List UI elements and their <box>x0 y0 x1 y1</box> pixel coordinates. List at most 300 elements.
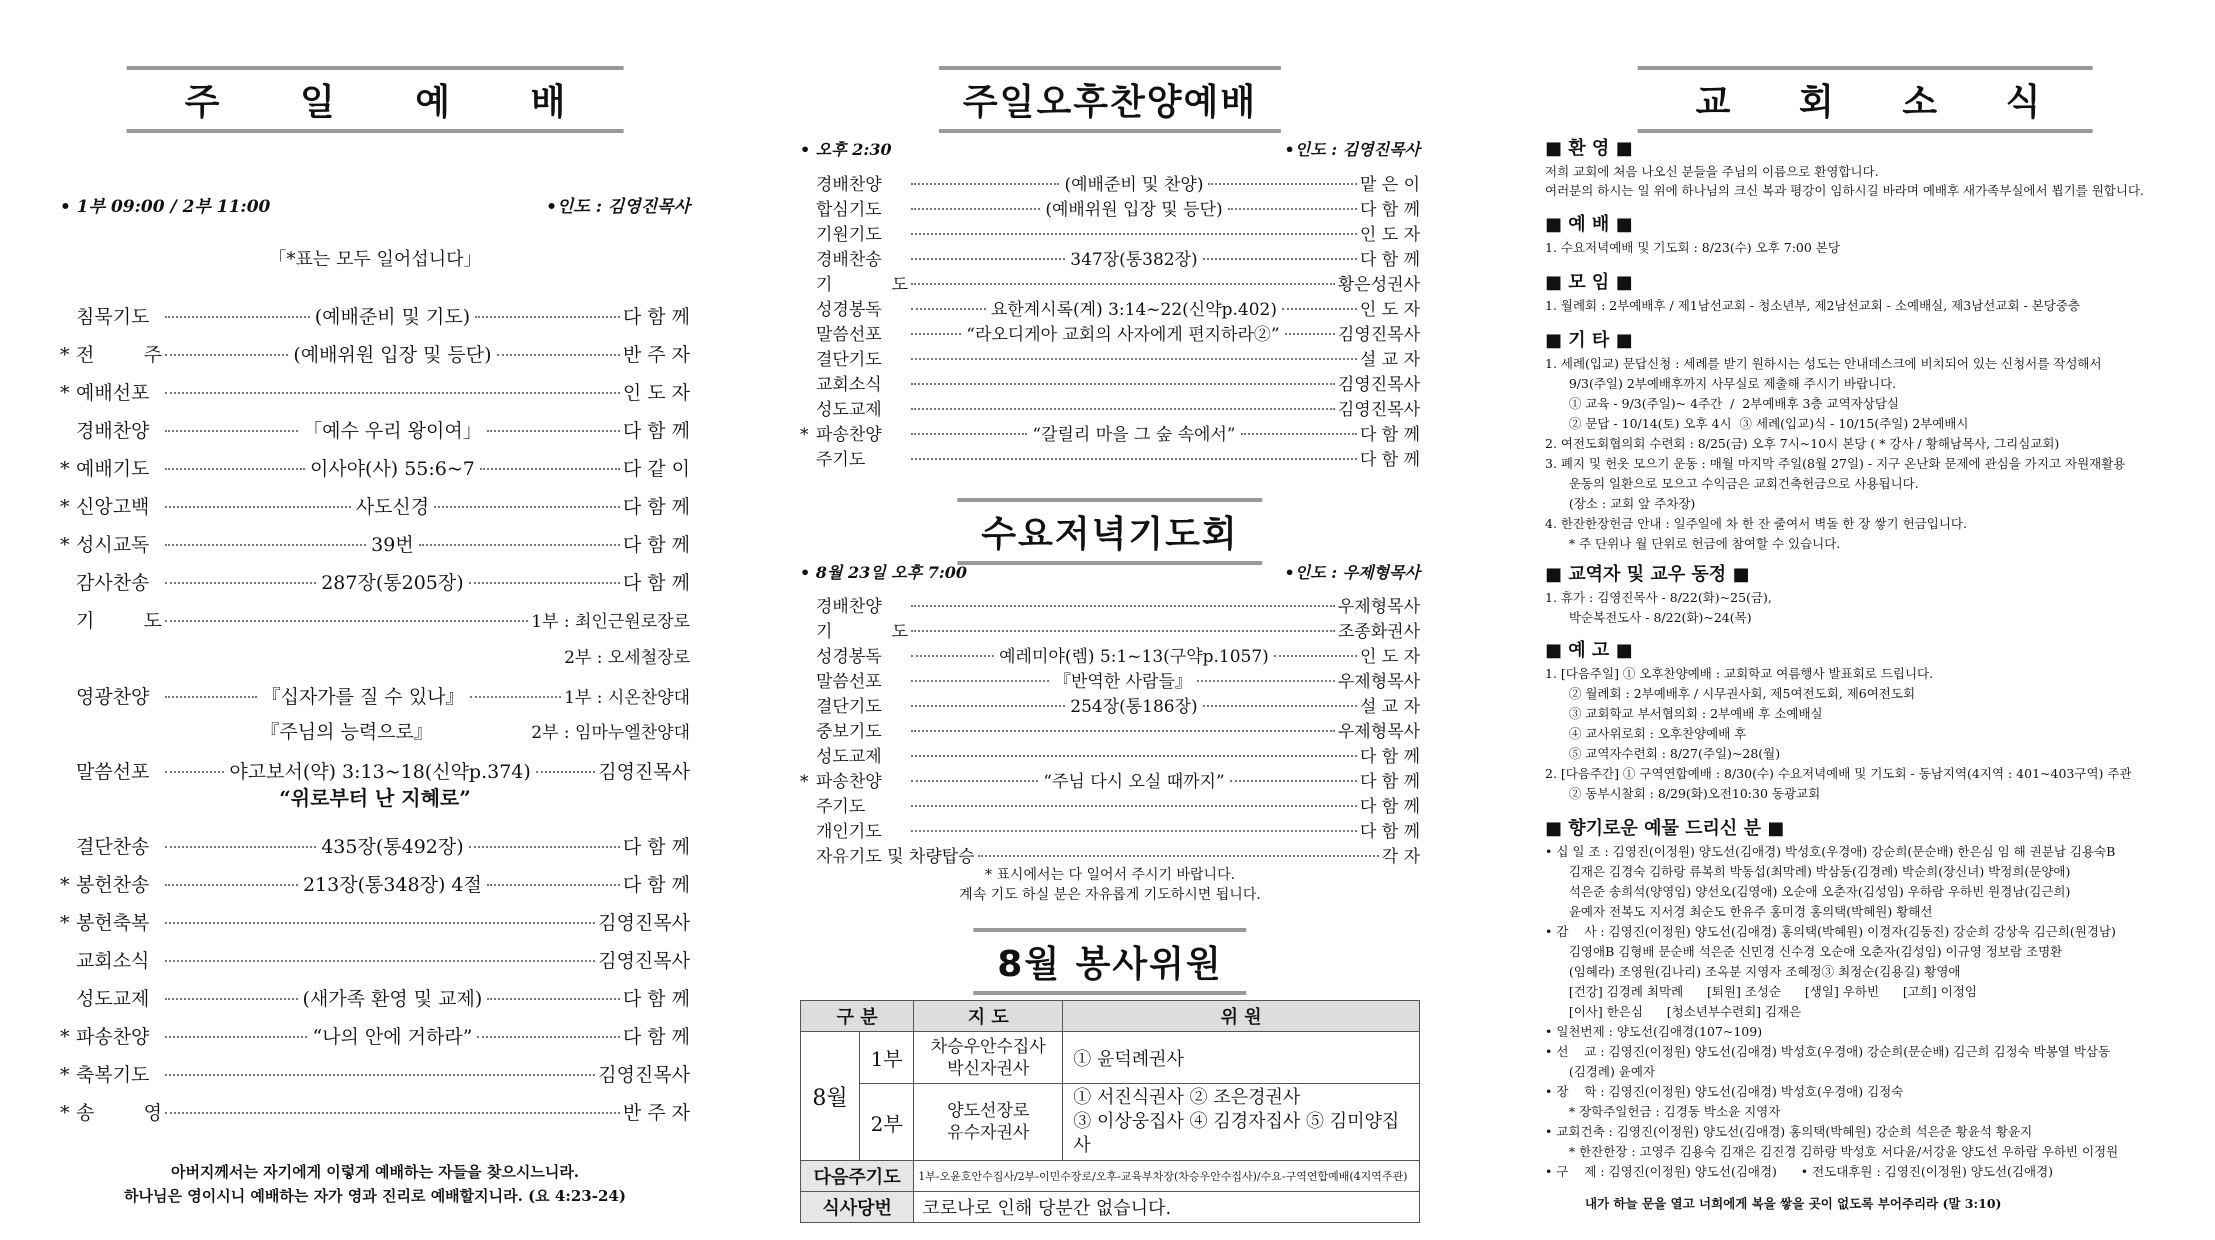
footer-verse-1: 아버지께서는 자기에게 이렇게 예배하는 자들을 찾으시느니라. <box>170 1163 580 1181</box>
row-content: 『주님의 능력으로』 <box>260 721 433 743</box>
welcome-line-1: 저희 교회에 처음 나오신 분들을 주님의 이름으로 환영합니다. <box>1545 164 1879 179</box>
welcome-line-2: 여러분의 하시는 일 위에 하나님의 크신 복과 평강이 임하시길 바라며 예배후 새가족부실에서 뵙기를 원합니다. <box>1545 183 2145 198</box>
row-dots <box>911 408 1335 410</box>
row-person: 2부 : 오세철장로 <box>564 648 690 668</box>
news-line: • 장 학 : 김영진(이정원) 양도선(김애경) 박성호(우경애) 김정숙 <box>1545 1084 1904 1099</box>
order-row <box>800 270 1420 295</box>
row-label: 경배찬송 <box>816 250 882 270</box>
row-label: 침묵기도 <box>76 306 150 328</box>
order-row <box>800 345 1420 370</box>
row-content: 『반역한 사람들』 <box>1053 672 1192 692</box>
news-line: 9/3(주일) 2부예배후까지 사무실로 제출해 주시기 바랍니다. <box>1545 376 1897 391</box>
order-row <box>800 220 1420 245</box>
row-star: * <box>60 912 70 934</box>
row-person: 1부 : 최인근원로장로 <box>531 612 690 632</box>
news-line: 박순복전도사 - 8/22(화)~24(목) <box>1545 610 1752 625</box>
news-line: 2. 여전도회협의회 수련회 : 8/25(금) 오후 7시~10시 본당 ( * 강사 / 황해남목사, 그리심교회) <box>1545 436 2060 451</box>
volunteers-table <box>800 1000 1420 1223</box>
row-label: 전 주 <box>76 344 162 366</box>
row-dots <box>165 354 288 356</box>
row-dots <box>911 233 1357 235</box>
row-dots <box>911 705 1065 707</box>
row-label: 말씀선포 <box>816 672 882 692</box>
row-dots <box>165 922 595 924</box>
order-row <box>800 742 1420 767</box>
row-dots <box>475 316 620 318</box>
order-row <box>800 245 1420 270</box>
row-person: 김영진목사 <box>598 950 690 972</box>
news-line: 석은준 송희석(양영임) 양선오(김영애) 오순애 오춘자(김성임) 우하람 우하빈 원경남(김근희) <box>1545 884 2071 899</box>
order-row <box>800 692 1420 717</box>
row-content: 347장(통382장) <box>1070 250 1198 270</box>
row-dots <box>911 780 1038 782</box>
row-person: 김영진목사 <box>1337 375 1420 395</box>
row-person: 다 함 께 <box>622 874 690 896</box>
row-dots <box>487 998 620 1000</box>
row-dots <box>165 998 298 1000</box>
news-line: 김재은 김경숙 김하랑 류복희 박동섭(최막례) 박삼동(김경례) 박순희(장신녀) 박정희(문양애) <box>1545 864 2071 879</box>
row-label: 파송찬양 <box>76 1026 150 1048</box>
row-person: 다 함 께 <box>1359 425 1421 445</box>
row-person: 다 함 께 <box>1359 200 1421 220</box>
row-person: 다 함 께 <box>622 572 691 594</box>
row-person: 다 같 이 <box>622 458 690 480</box>
row-label: 성도교제 <box>816 747 882 767</box>
row-dots <box>497 354 620 356</box>
order-row <box>800 370 1420 395</box>
news-line: • 십 일 조 : 김영진(이정원) 양도선(김애경) 박성호(우경애) 강순희(문순배) 한은심 임 해 권분남 김용숙B <box>1545 844 2116 859</box>
row-person: 다 함 께 <box>622 1026 691 1048</box>
row-person: 2부 : 임마누엘찬양대 <box>531 723 691 743</box>
row-person: 각 자 <box>1381 847 1420 867</box>
row-content: (예배위원 입장 및 등단) <box>293 344 492 366</box>
news-line: • 선 교 : 김영진(이정원) 양도선(김애경) 박성호(우경애) 강순희(문순배) 김근희 김정숙 박봉열 박삼동 <box>1545 1044 2111 1059</box>
row-label: 봉헌축복 <box>76 912 150 934</box>
order-row <box>60 870 690 897</box>
row-star: * <box>60 496 70 518</box>
row-person: 다 함 께 <box>622 988 690 1010</box>
row-person: 다 함 께 <box>622 420 690 442</box>
row-content: 435장(통492장) <box>321 836 464 858</box>
row-person: 우제형목사 <box>1337 672 1420 692</box>
news-line: 1. [다음주일] ① 오후찬양예배 : 교회학교 여름행사 발표회로 드립니다. <box>1545 666 1934 681</box>
order-row <box>800 767 1420 792</box>
row-person: 김영진목사 <box>1337 325 1421 345</box>
wed-prayer-title: 수요저녁기도회 <box>957 498 1262 565</box>
row-person: 김영진목사 <box>1337 400 1420 420</box>
order-row <box>60 454 690 481</box>
next-prayer-value: 1부-오윤호안수집사/2부-이민수장로/오후-교육부차장(차승우안수집사)/수요-구역연합예배(4지역주관) <box>914 1161 1420 1192</box>
meal-duty-value: 코로나로 인해 당분간 없습니다. <box>914 1192 1420 1223</box>
th-members: 위 원 <box>1063 1001 1420 1032</box>
news-line: • 교회건축 : 김영진(이정원) 양도선(김애경) 홍의택(박혜원) 강순희 석은준 황윤석 황윤지 <box>1545 1124 2033 1139</box>
row-dots <box>165 1112 620 1114</box>
order-row <box>800 792 1420 817</box>
row-dots <box>911 830 1357 832</box>
row-dots <box>165 392 620 394</box>
worship-time: • 1부 09:00 / 2부 11:00 <box>60 197 271 217</box>
order-row <box>800 667 1420 692</box>
row-content: 이사야(사) 55:6~7 <box>309 458 475 480</box>
row-dots <box>165 884 298 886</box>
row-star: * <box>60 534 70 556</box>
order-row <box>60 492 690 519</box>
row-star: * <box>60 874 70 896</box>
row-person: 다 함 께 <box>1359 797 1420 817</box>
row-label: 주기도 <box>816 450 866 470</box>
row-dots <box>1274 655 1357 657</box>
news-line: • 감 사 : 김영진(이정원) 양도선(김애경) 홍의택(박혜원) 이경자(김동진) 강순희 강상욱 김근희(원경남) <box>1545 924 2116 939</box>
row-dots <box>165 771 224 773</box>
news-line: ③ 교회학교 부서협의회 : 2부예배 후 소예배실 <box>1545 706 1823 721</box>
row-label: 자유기도 및 차량탑승 <box>816 847 975 867</box>
church-news-column <box>1545 0 2185 1240</box>
row-content: 254장(통186장) <box>1070 697 1198 717</box>
row-person: 다 함 께 <box>1359 822 1420 842</box>
row-dots <box>434 506 620 508</box>
row-dots <box>469 846 620 848</box>
news-line: 2. [다음주간] ① 구역연합예배 : 8/30(수) 수요저녁예배 및 기도회 - 동남지역(4지역 : 401~403구역) 주관 <box>1545 766 2132 781</box>
order-row <box>800 195 1420 220</box>
row-label: 주기도 <box>816 797 866 817</box>
order-row <box>60 908 690 935</box>
order-row <box>60 757 690 784</box>
news-line: ④ 교사위로회 : 오후찬양예배 후 <box>1545 726 1747 741</box>
order-row <box>800 817 1420 842</box>
row-dots <box>911 283 1335 285</box>
row-label: 기 도 <box>816 275 908 295</box>
row-person: 황은성권사 <box>1337 275 1420 295</box>
news-line: * 한잔한장 : 고영주 김용숙 김재은 김진경 김하랑 박성호 서다윤/서강윤 양도선 우하람 우하빈 이정원 <box>1545 1144 2119 1159</box>
row-label: 축복기도 <box>76 1064 150 1086</box>
th-category: 구 분 <box>801 1001 914 1032</box>
news-line: * 장학주일헌금 : 김경동 박소윤 지영자 <box>1545 1104 1781 1119</box>
welcome-heading: ■ 환 영 ■ <box>1545 138 1633 159</box>
order-row <box>60 340 690 367</box>
row-label: 성시교독 <box>76 534 150 556</box>
row-label: 신앙고백 <box>76 496 150 518</box>
pm-leader: •인도 : 김영진목사 <box>1284 140 1420 159</box>
order-row <box>60 302 690 329</box>
row-label: 성도교제 <box>76 988 150 1010</box>
row-dots <box>978 855 1379 857</box>
news-line: ① 교육 - 9/3(주일)~ 4주간 / 2부예배후 3층 교역자상담실 <box>1545 396 1899 411</box>
part-2: 2부 <box>860 1084 914 1161</box>
row-person: 맡 은 이 <box>1359 175 1421 195</box>
row-label: 파송찬양 <box>816 425 882 445</box>
th-leader: 지 도 <box>914 1001 1063 1032</box>
row-dots <box>911 333 961 335</box>
next-prayer-label: 다음주기도 <box>801 1161 914 1192</box>
order-row <box>800 295 1420 320</box>
row-content: “주님 다시 오실 때까지” <box>1043 772 1225 792</box>
row-dots <box>165 696 257 698</box>
row-dots <box>911 730 1335 732</box>
part-2-members <box>1063 1084 1420 1161</box>
offering-heading: ■ 향기로운 예물 드리신 분 ■ <box>1545 818 1785 839</box>
news-line: 운동의 일환으로 모으고 수익금은 교회건축헌금으로 사용됩니다. <box>1545 476 1919 491</box>
preview-heading: ■ 예 고 ■ <box>1545 640 1633 661</box>
order-row <box>60 946 690 973</box>
part-2-leader: 양도선장로 유수자권사 <box>914 1084 1063 1161</box>
row-dots <box>470 696 562 698</box>
row-content: (예배준비 및 찬양) <box>1064 175 1204 195</box>
row-label: 말씀선포 <box>816 325 882 345</box>
row-dots <box>1203 705 1357 707</box>
part-1-members: ① 윤덕례권사 <box>1063 1032 1420 1084</box>
order-row <box>60 416 690 443</box>
order-row <box>800 420 1420 445</box>
row-dots <box>165 846 316 848</box>
row-dots <box>1282 308 1357 310</box>
news-line: ② 동부시찰회 : 8/29(화)오전10:30 동광교회 <box>1545 786 1821 801</box>
row-label: 성경봉독 <box>816 300 882 320</box>
order-row <box>800 717 1420 742</box>
row-person: 우제형목사 <box>1337 722 1420 742</box>
row-dots <box>165 960 595 962</box>
row-dots <box>911 605 1335 607</box>
row-dots <box>165 620 528 622</box>
news-line: 윤예자 전복도 지서경 최순도 한유주 홍미경 홍의택(박혜원) 황해선 <box>1545 904 1933 919</box>
row-person: 반 주 자 <box>622 1102 690 1124</box>
order-row <box>60 1098 690 1125</box>
row-person: 다 함 께 <box>1359 450 1420 470</box>
order-row <box>60 643 690 668</box>
wed-leader: •인도 : 우제형목사 <box>1284 563 1420 582</box>
pm-time: • 오후 2:30 <box>800 140 892 159</box>
row-star: * <box>60 1026 70 1048</box>
meeting-line-1: 1. 월례회 : 2부예배후 / 제1남선교회 - 청소년부, 제2남선교회 - 소예배실, 제3남선교회 - 본당중층 <box>1545 298 2080 313</box>
row-dots <box>165 468 305 470</box>
news-line: * 주 단위나 월 단위로 헌금에 참여할 수 있습니다. <box>1545 536 1841 551</box>
sermon-title: “위로부터 난 지혜로” <box>279 786 471 810</box>
row-person: 우제형목사 <box>1337 597 1420 617</box>
row-label: 결단기도 <box>816 350 882 370</box>
row-dots <box>911 258 1065 260</box>
row-label: 기 도 <box>76 610 162 632</box>
row-dots <box>911 655 994 657</box>
row-label: 영광찬양 <box>76 686 150 708</box>
row-dots <box>165 506 351 508</box>
row-dots <box>911 805 1357 807</box>
row-dots <box>1208 183 1356 185</box>
wed-note-2: 계속 기도 하실 분은 자유롭게 기도하시면 됩니다. <box>959 887 1261 903</box>
row-person: 다 함 께 <box>622 836 691 858</box>
wed-note-1: * 표시에서는 다 일어서 주시기 바랍니다. <box>984 867 1236 883</box>
row-person: 김영진목사 <box>598 1064 690 1086</box>
row-dots <box>487 884 620 886</box>
row-person: 설 교 자 <box>1359 350 1420 370</box>
row-dots <box>487 430 620 432</box>
row-person: 설 교 자 <box>1359 697 1421 717</box>
row-star: * <box>60 458 70 480</box>
row-dots <box>1230 780 1357 782</box>
row-content: 「예수 우리 왕이여」 <box>303 420 482 442</box>
row-dots <box>477 1036 619 1038</box>
order-row <box>60 568 690 595</box>
row-dots <box>165 430 298 432</box>
row-label: 기원기도 <box>816 225 882 245</box>
worship-line-1: 1. 수요저녁예배 및 기도회 : 8/23(수) 오후 7:00 본당 <box>1545 240 1840 255</box>
row-label: 말씀선포 <box>76 761 150 783</box>
row-label: 예배기도 <box>76 458 150 480</box>
row-content: 사도신경 <box>355 496 430 518</box>
row-label: 기 도 <box>816 622 908 642</box>
part-1: 1부 <box>860 1032 914 1084</box>
news-line: [이사] 한은심 [청소년부수련회] 김재은 <box>1545 1004 1802 1019</box>
row-dots <box>911 308 986 310</box>
order-row <box>800 617 1420 642</box>
row-content: 『십자가를 질 수 있나』 <box>261 686 465 708</box>
row-dots <box>165 582 316 584</box>
row-label: 봉헌찬송 <box>76 874 150 896</box>
row-dots <box>1285 333 1335 335</box>
row-person: 조종화권사 <box>1337 622 1420 642</box>
news-line: (장소 : 교회 앞 주차장) <box>1545 496 1696 511</box>
row-person: 1부 : 시온찬양대 <box>564 688 690 708</box>
row-star: * <box>60 1102 70 1124</box>
row-dots <box>911 630 1335 632</box>
month-cell: 8월 <box>801 1032 860 1161</box>
news-line: ② 월례회 : 2부예배후 / 시무권사회, 제5여전도회, 제6여전도회 <box>1545 686 1916 701</box>
row-label: 교회소식 <box>816 375 882 395</box>
news-line: 4. 한잔한장헌금 안내 : 일주일에 차 한 잔 줄여서 벽돌 한 장 쌓기 헌금입니다. <box>1545 516 1967 531</box>
row-label: 결단찬송 <box>76 836 150 858</box>
row-person: 인 도 자 <box>1359 647 1421 667</box>
row-dots <box>911 458 1357 460</box>
row-person: 인 도 자 <box>1359 225 1420 245</box>
wed-time: • 8월 23일 오후 7:00 <box>800 563 968 582</box>
row-label: 경배찬양 <box>816 597 882 617</box>
church-news-title: 교 회 소 식 <box>1638 66 2093 133</box>
order-row <box>800 170 1420 195</box>
news-line: (김경례) 윤예자 <box>1545 1064 1656 1079</box>
meeting-heading: ■ 모 임 ■ <box>1545 272 1633 293</box>
row-person: 다 함 께 <box>622 496 691 518</box>
row-person: 반 주 자 <box>622 344 691 366</box>
row-dots <box>480 468 620 470</box>
row-person: 다 함 께 <box>1359 250 1421 270</box>
volunteers-title: 8월 봉사위원 <box>973 928 1246 995</box>
row-label: 합심기도 <box>816 200 882 220</box>
order-row <box>60 984 690 1011</box>
news-line: • 일천번제 : 양도선(김애경(107~109) <box>1545 1024 1763 1039</box>
row-label: 파송찬양 <box>816 772 882 792</box>
order-row <box>800 642 1420 667</box>
row-label: 감사찬송 <box>76 572 150 594</box>
part-2-members-a: ① 서진식권사 ② 조은경권사 <box>1073 1087 1301 1108</box>
row-content: 287장(통205장) <box>321 572 464 594</box>
worship-leader: •인도 : 김영진목사 <box>546 197 690 217</box>
row-label: 경배찬양 <box>76 420 150 442</box>
row-label: 교회소식 <box>76 950 150 972</box>
row-person: 다 함 께 <box>1359 747 1420 767</box>
row-dots <box>911 433 1027 435</box>
staff-news-heading: ■ 교역자 및 교우 동정 ■ <box>1545 564 1750 585</box>
row-dots <box>165 1036 307 1038</box>
row-person: 다 함 께 <box>622 306 691 328</box>
row-dots <box>1228 208 1357 210</box>
row-label: 결단기도 <box>816 697 882 717</box>
row-star: * <box>60 344 70 366</box>
part-2-members-b: ③ 이상웅집사 ④ 김경자집사 ⑤ 김미양집사 <box>1073 1111 1400 1156</box>
row-person: 김영진목사 <box>598 761 690 783</box>
sunday-worship-column <box>60 0 690 1240</box>
news-line: 3. 폐지 및 헌옷 모으기 운동 : 매월 마지막 주일(8월 27일) - 지구 온난화 문제에 관심을 가지고 자원재활용 <box>1545 456 2126 471</box>
order-row <box>60 606 690 633</box>
other-heading: ■ 기 타 ■ <box>1545 330 1633 351</box>
row-content: 213장(통348장) 4절 <box>302 874 482 896</box>
row-dots <box>911 208 1040 210</box>
row-dots <box>1197 680 1335 682</box>
news-line: 1. 세례(입교) 문답신청 : 세례를 받기 원하시는 성도는 안내데스크에 비치되어 있는 신청서를 작성해서 <box>1545 356 2102 371</box>
order-row <box>60 530 690 557</box>
order-row <box>800 592 1420 617</box>
row-star: * <box>800 772 809 792</box>
news-line: ⑤ 교역자수련회 : 8/27(주일)~28(월) <box>1545 746 1781 761</box>
row-label: 중보기도 <box>816 722 882 742</box>
row-dots <box>165 1074 595 1076</box>
meal-duty-label: 식사당번 <box>801 1192 914 1223</box>
order-row <box>800 445 1420 470</box>
row-star: * <box>60 382 70 404</box>
row-dots <box>911 755 1357 757</box>
order-row <box>800 395 1420 420</box>
row-star: * <box>60 1064 70 1086</box>
row-person: 인 도 자 <box>1359 300 1420 320</box>
row-dots <box>536 771 595 773</box>
row-content: 39번 <box>371 534 414 556</box>
row-label: 경배찬양 <box>816 175 882 195</box>
row-dots <box>165 544 366 546</box>
part-1-leader: 차승우안수집사 박신자권사 <box>914 1032 1063 1084</box>
news-line: 김영애B 김형배 문순배 석은준 신민경 신수경 오순애 오춘자(김성임) 이규영 정보람 조명환 <box>1545 944 2063 959</box>
worship-heading: ■ 예 배 ■ <box>1545 214 1633 235</box>
footer-verse-2: 하나님은 영이시니 예배하는 자가 영과 진리로 예배할지니라. (요 4:23-24) <box>124 1187 626 1205</box>
row-dots <box>911 358 1357 360</box>
row-dots <box>469 582 620 584</box>
row-content: 요한계시록(계) 3:14~22(신약p.402) <box>990 300 1278 320</box>
row-person: 다 함 께 <box>622 534 690 556</box>
row-dots <box>911 680 1049 682</box>
news-line: ② 문답 - 10/14(토) 오후 4시 ③ 세례(입교)식 - 10/15(주일) 2부예배시 <box>1545 416 1969 431</box>
row-content: “갈릴리 마을 그 숲 속에서” <box>1032 425 1236 445</box>
news-line: [건강] 김경례 최막례 [퇴원] 조성순 [생일] 우하빈 [고희] 이정임 <box>1545 984 1977 999</box>
row-content: (새가족 환영 및 교제) <box>302 988 483 1010</box>
right-footer-verse: 내가 하늘 문을 열고 너희에게 복을 쌓을 곳이 없도록 부어주리라 (말 3:10) <box>1585 1196 2002 1211</box>
order-row <box>60 1022 690 1049</box>
order-row <box>60 682 690 709</box>
order-row <box>800 320 1420 345</box>
row-dots <box>165 316 310 318</box>
sunday-worship-title: 주 일 예 배 <box>127 66 624 133</box>
row-content: “라오디게아 교회의 사자에게 편지하라②” <box>966 325 1280 345</box>
row-person: 인 도 자 <box>622 382 690 404</box>
row-dots <box>1241 433 1357 435</box>
row-content: “나의 안에 거하라” <box>312 1026 473 1048</box>
row-person: 김영진목사 <box>598 912 690 934</box>
news-line: 1. 휴가 : 김영진목사 - 8/22(화)~25(금), <box>1545 590 1772 605</box>
row-label: 개인기도 <box>816 822 882 842</box>
order-row <box>60 378 690 405</box>
row-label: 성경봉독 <box>816 647 882 667</box>
news-line: • 구 제 : 김영진(이정원) 양도선(김애경) • 전도대후원 : 김영진(이정원) 양도선(김애경) <box>1545 1164 2054 1179</box>
standing-note: 「*표는 모두 일어섭니다」 <box>268 249 482 270</box>
row-label: 성도교제 <box>816 400 882 420</box>
row-person: 다 함 께 <box>1359 772 1421 792</box>
news-line: (임혜라) 조영원(김나리) 조옥분 지영자 조혜정③ 최정순(김용길) 황영애 <box>1545 964 1961 979</box>
row-content: (예배위원 입장 및 등단) <box>1045 200 1223 220</box>
